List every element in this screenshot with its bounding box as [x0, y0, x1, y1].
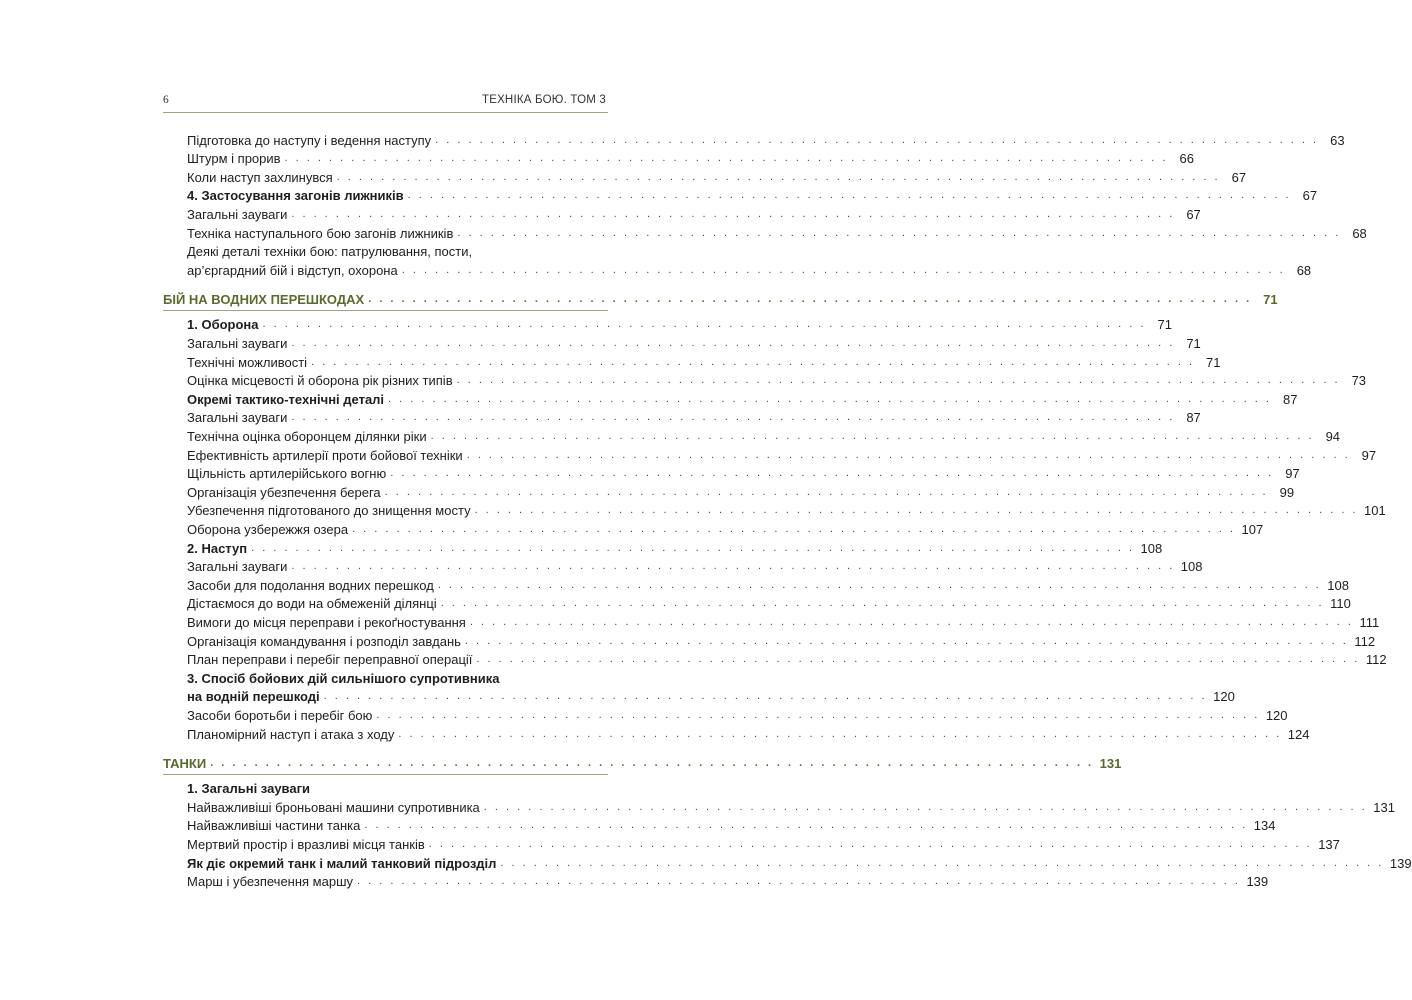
toc-entry-title: План переправи і перебіг переправної операції — [187, 652, 473, 668]
toc-page-number: 124 — [1287, 726, 1310, 742]
toc-entry-title: Ефективність артилерії проти бойової техніки — [187, 447, 463, 463]
table-of-contents — [163, 130, 1412, 890]
dot-leader: . . . . . . . . . . . . . . . . . . . . . . . . . . . . . . . . . . . . . . . . . . . . . . . . . . . . . . . . . . . . . . . . . . . . . . . . . . . . . . . . — [457, 226, 1341, 239]
toc-entry[interactable] — [163, 260, 1312, 279]
toc-page-number: 87 — [1283, 391, 1298, 407]
dot-leader: . . . . . . . . . . . . . . . . . . . . . . . . . . . . . . . . . . . . . . . . . . . . . . . . . . . . . . . . . . . . . . . . . . . . . . . . . . . . . . . . — [469, 615, 1354, 628]
toc-page-number: 139 — [1246, 874, 1269, 890]
toc-entry-title: Загальні зауваги — [187, 206, 288, 222]
toc-page-number: 112 — [1354, 633, 1376, 649]
toc-entry[interactable] — [163, 724, 1310, 743]
toc-entry[interactable] — [163, 557, 1203, 576]
toc-page-number: 108 — [1327, 577, 1349, 593]
toc-entry-title: Марш і убезпечення маршу — [187, 874, 354, 890]
toc-page-number: 71 — [1263, 291, 1278, 307]
dot-leader: . . . . . . . . . . . . . . . . . . . . . . . . . . . . . . . . . . . . . . . . . . . . . . . . . . . . . . . . . . . . . . . . . . . . . . . . . . . . . . . . — [483, 800, 1368, 813]
toc-entry-title: Засоби для подолання водних перешкод — [187, 577, 434, 593]
running-title: ТЕХНІКА БОЮ. ТОМ 3 — [481, 94, 606, 106]
toc-entry[interactable] — [163, 352, 1221, 371]
toc-page-number: 120 — [1213, 689, 1235, 705]
toc-page-number: 97 — [1361, 447, 1377, 463]
dot-leader: . . . . . . . . . . . . . . . . . . . . . . . . . . . . . . . . . . . . . . . . . . . . . . . . . . . . . . . . . . . . . . . . . . . . . . . . . . . . . . . . — [500, 856, 1384, 869]
toc-entry[interactable] — [163, 371, 1367, 390]
dot-leader: . . . . . . . . . . . . . . . . . . . . . . . . . . . . . . . . . . . . . . . . . . . . . . . . . . . . . . . . . . . . . . . . . . . . . . . . . . . . . . . . — [474, 504, 1358, 517]
toc-entry[interactable] — [163, 612, 1380, 631]
toc-entry-title: Засоби боротьби і перебіг бою — [187, 707, 373, 723]
section-rule — [163, 774, 608, 775]
toc-entry-title: Як діє окремий танк і малий танковий підрозділ — [187, 855, 497, 871]
toc-page-number: 63 — [1330, 132, 1345, 148]
dot-leader: . . . . . . . . . . . . . . . . . . . . . . . . . . . . . . . . . . . . . . . . . . . . . . . . . . . . . . . . . . . . . . . . . . . . . . . . . . . . . . . . — [291, 411, 1175, 424]
toc-page-number: 137 — [1318, 836, 1340, 852]
toc-page-number: 66 — [1179, 151, 1194, 167]
toc-entry-title: Техніка наступального бою загонів лижників — [187, 225, 454, 241]
toc-entry-title: Окремі тактико-технічні деталі — [187, 391, 385, 407]
dot-leader: . . . . . . . . . . . . . . . . . . . . . . . . . . . . . . . . . . . . . . . . . . . . . . . . . . . . . . . . . . . . . . . . . . . . . . . . . . . . . . . . — [390, 467, 1274, 480]
toc-entry-title: Планомірний наступ і атака з ходу — [187, 726, 395, 742]
dot-leader: . . . . . . . . . . . . . . . . . . . . . . . . . . . . . . . . . . . . . . . . . . . . . . . . . . . . . . . . . . . . . . . . . . . . . . . . . . . . . . . . — [430, 430, 1315, 442]
toc-entry-title: 2. Наступ — [187, 540, 248, 556]
dot-leader: . . . . . . . . . . . . . . . . . . . . . . . . . . . . . . . . . . . . . . . . . . . . . . . . . . . . . . . . . . . . . . . . . . . . . . . . . . . . . . . . — [407, 189, 1292, 202]
toc-page-number: 68 — [1352, 225, 1367, 241]
toc-page-number: 108 — [1140, 540, 1163, 556]
page-header — [163, 92, 608, 113]
dot-leader: . . . . . . . . . . . . . . . . . . . . . . . . . . . . . . . . . . . . . . . . . . . . . . . . . . . . . . . . . . . . . . . . . . . . . . . . . . . . . . . . — [368, 292, 1252, 305]
dot-leader: . . . . . . . . . . . . . . . . . . . . . . . . . . . . . . . . . . . . . . . . . . . . . . . . . . . . . . . . . . . . . . . . . . . . . . . . . . . . . . . . — [291, 337, 1175, 350]
toc-entry-title: Організація убезпечення берега — [187, 484, 381, 500]
toc-entry[interactable] — [163, 389, 1298, 408]
toc-entry-title: Організація командування і розподіл завдань — [187, 633, 461, 649]
toc-entry-title: на водній перешкоді — [187, 689, 320, 705]
toc-entry-title: Мертвий простір і вразливі місця танків — [187, 836, 425, 852]
toc-page-number: 112 — [1365, 652, 1387, 668]
toc-entry[interactable] — [163, 426, 1341, 445]
toc-entry[interactable] — [163, 130, 1345, 149]
toc-entry[interactable] — [163, 482, 1295, 501]
toc-entry-title: Загальні зауваги — [187, 336, 288, 352]
toc-entry[interactable] — [163, 834, 1340, 853]
toc-entry-title: Штурм і прорив — [187, 151, 281, 167]
toc-entry[interactable] — [163, 687, 1235, 706]
toc-page-number: 94 — [1325, 429, 1341, 444]
toc-entry-title: 3. Спосіб бойових дій сильнішого супротивника — [187, 670, 500, 686]
toc-entry-title: Убезпечення підготованого до знищення мосту — [187, 503, 471, 519]
toc-page-number: 87 — [1186, 410, 1201, 426]
toc-page-number: 68 — [1296, 262, 1312, 278]
toc-page-number: 97 — [1285, 466, 1300, 482]
dot-leader: . . . . . . . . . . . . . . . . . . . . . . . . . . . . . . . . . . . . . . . . . . . . . . . . . . . . . . . . . . . . . . . . . . . . . . . . . . . . . . . . — [262, 318, 1146, 331]
toc-entry-title: Вимоги до місця переправи і рекоґностування — [187, 614, 466, 630]
toc-entry-title: Загальні зауваги — [187, 410, 288, 426]
dot-leader: . . . . . . . . . . . . . . . . . . . . . . . . . . . . . . . . . . . . . . . . . . . . . . . . . . . . . . . . . . . . . . . . . . . . . . . . . . . . . . . . — [388, 392, 1272, 405]
section-rule — [163, 310, 608, 311]
toc-entry[interactable] — [163, 167, 1247, 186]
dot-leader: . . . . . . . . . . . . . . . . . . . . . . . . . . . . . . . . . . . . . . . . . . . . . . . . . . . . . . . . . . . . . . . . . . . . . . . . . . . . . . . . — [428, 837, 1313, 850]
dot-leader: . . . . . . . . . . . . . . . . . . . . . . . . . . . . . . . . . . . . . . . . . . . . . . . . . . . . . . . . . . . . . . . . . . . . . . . . . . . . . . . . — [357, 875, 1241, 888]
dot-leader: . . . . . . . . . . . . . . . . . . . . . . . . . . . . . . . . . . . . . . . . . . . . . . . . . . . . . . . . . . . . . . . . . . . . . . . . . . . . . . . . — [291, 560, 1175, 573]
toc-page-number: 108 — [1180, 559, 1203, 575]
toc-entry[interactable] — [163, 797, 1395, 816]
toc-page-number: 67 — [1231, 169, 1247, 185]
toc-entry-title: ТАНКИ — [163, 755, 207, 771]
toc-entry[interactable] — [163, 872, 1269, 891]
toc-page-number: 71 — [1206, 354, 1221, 370]
toc-page-number: 107 — [1241, 521, 1264, 537]
toc-page-number: 71 — [1186, 336, 1201, 352]
dot-leader: . . . . . . . . . . . . . . . . . . . . . . . . . . . . . . . . . . . . . . . . . . . . . . . . . . . . . . . . . . . . . . . . . . . . . . . . . . . . . . . . — [284, 152, 1168, 165]
toc-entry[interactable] — [163, 650, 1387, 669]
toc-page-number: 131 — [1099, 755, 1122, 771]
toc-entry[interactable] — [163, 333, 1201, 352]
toc-entry-title: Підготовка до наступу і ведення наступу — [187, 132, 432, 148]
dot-leader: . . . . . . . . . . . . . . . . . . . . . . . . . . . . . . . . . . . . . . . . . . . . . . . . . . . . . . . . . . . . . . . . . . . . . . . . . . . . . . . . — [401, 263, 1286, 276]
toc-entry[interactable] — [163, 538, 1163, 557]
toc-section-entry[interactable] — [163, 289, 1278, 308]
toc-page-number: 99 — [1279, 484, 1295, 500]
toc-entry[interactable] — [163, 315, 1172, 334]
toc-page-number: 111 — [1359, 614, 1380, 630]
toc-entry[interactable] — [163, 242, 608, 261]
dot-leader: . . . . . . . . . . . . . . . . . . . . . . . . . . . . . . . . . . . . . . . . . . . . . . . . . . . . . . . . . . . . . . . . . . . . . . . . . . . . . . . . — [384, 485, 1269, 498]
dot-leader: . . . . . . . . . . . . . . . . . . . . . . . . . . . . . . . . . . . . . . . . . . . . . . . . . . . . . . . . . . . . . . . . . . . . . . . . . . . . . . . . — [476, 653, 1360, 666]
dot-leader: . . . . . . . . . . . . . . . . . . . . . . . . . . . . . . . . . . . . . . . . . . . . . . . . . . . . . . . . . . . . . . . . . . . . . . . . . . . . . . . . — [440, 597, 1325, 610]
toc-entry-title: 4. Застосування загонів лижників — [187, 188, 404, 204]
toc-entry[interactable] — [163, 575, 1349, 594]
toc-page-number: 134 — [1253, 818, 1276, 834]
dot-leader: . . . . . . . . . . . . . . . . . . . . . . . . . . . . . . . . . . . . . . . . . . . . . . . . . . . . . . . . . . . . . . . . . . . . . . . . . . . . . . . . — [364, 819, 1248, 832]
dot-leader: . . . . . . . . . . . . . . . . . . . . . . . . . . . . . . . . . . . . . . . . . . . . . . . . . . . . . . . . . . . . . . . . . . . . . . . . . . . . . . . . — [376, 708, 1260, 721]
section-gap — [163, 279, 608, 290]
toc-entry[interactable] — [163, 149, 1194, 168]
dot-leader: . . . . . . . . . . . . . . . . . . . . . . . . . . . . . . . . . . . . . . . . . . . . . . . . . . . . . . . . . . . . . . . . . . . . . . . . . . . . . . . . — [352, 522, 1236, 535]
toc-page-number: 71 — [1157, 317, 1172, 333]
toc-entry-title: ар’єргардний бій і відступ, охорона — [187, 262, 398, 278]
toc-entry[interactable] — [163, 186, 1318, 205]
dot-leader: . . . . . . . . . . . . . . . . . . . . . . . . . . . . . . . . . . . . . . . . . . . . . . . . . . . . . . . . . . . . . . . . . . . . . . . . . . . . . . . . — [311, 355, 1195, 368]
toc-entry-title: БІЙ НА ВОДНИХ ПЕРЕШКОДАХ — [163, 291, 365, 307]
dot-leader: . . . . . . . . . . . . . . . . . . . . . . . . . . . . . . . . . . . . . . . . . . . . . . . . . . . . . . . . . . . . . . . . . . . . . . . . . . . . . . . . — [336, 170, 1221, 183]
dot-leader: . . . . . . . . . . . . . . . . . . . . . . . . . . . . . . . . . . . . . . . . . . . . . . . . . . . . . . . . . . . . . . . . . . . . . . . . . . . . . . . . — [323, 690, 1208, 703]
toc-entry[interactable] — [163, 519, 1264, 538]
dot-leader: . . . . . . . . . . . . . . . . . . . . . . . . . . . . . . . . . . . . . . . . . . . . . . . . . . . . . . . . . . . . . . . . . . . . . . . . . . . . . . . . — [251, 541, 1135, 554]
toc-entry-title: Коли наступ захлинувся — [187, 169, 333, 185]
toc-page-number: 73 — [1351, 373, 1367, 389]
toc-entry-title: Оборона узбережжя озера — [187, 521, 349, 537]
dot-leader: . . . . . . . . . . . . . . . . . . . . . . . . . . . . . . . . . . . . . . . . . . . . . . . . . . . . . . . . . . . . . . . . . . . . . . . . . . . . . . . . — [291, 207, 1175, 220]
toc-entry[interactable] — [163, 853, 1412, 872]
toc-page-number: 139 — [1389, 855, 1412, 871]
toc-entry[interactable] — [163, 501, 1386, 520]
toc-page-number: 110 — [1330, 596, 1351, 612]
dot-leader: . . . . . . . . . . . . . . . . . . . . . . . . . . . . . . . . . . . . . . . . . . . . . . . . . . . . . . . . . . . . . . . . . . . . . . . . . . . . . . . . — [435, 133, 1319, 146]
toc-entry-title: Технічна оцінка оборонцем ділянки ріки — [187, 429, 427, 444]
section-gap — [163, 743, 608, 754]
toc-entry[interactable] — [163, 631, 1376, 650]
toc-entry[interactable] — [163, 408, 1201, 427]
toc-page-number: 67 — [1302, 188, 1318, 204]
toc-section-entry[interactable] — [163, 753, 1122, 772]
toc-entry-title: Технічні можливості — [187, 354, 308, 370]
toc-entry[interactable] — [163, 464, 1300, 483]
toc-entry[interactable] — [163, 445, 1377, 464]
toc-page-number: 131 — [1373, 799, 1395, 815]
toc-entry[interactable] — [163, 816, 1276, 835]
toc-entry[interactable] — [163, 223, 1367, 242]
toc-page-number: 67 — [1186, 206, 1201, 222]
dot-leader: . . . . . . . . . . . . . . . . . . . . . . . . . . . . . . . . . . . . . . . . . . . . . . . . . . . . . . . . . . . . . . . . . . . . . . . . . . . . . . . . — [456, 374, 1341, 387]
toc-entry-title: Найважливіші частини танка — [187, 818, 361, 834]
toc-entry-title: 1. Оборона — [187, 317, 259, 333]
toc-entry-title: Щільність артилерійського вогню — [187, 466, 387, 482]
dot-leader: . . . . . . . . . . . . . . . . . . . . . . . . . . . . . . . . . . . . . . . . . . . . . . . . . . . . . . . . . . . . . . . . . . . . . . . . . . . . . . . . — [464, 634, 1349, 647]
toc-entry-title: Деякі деталі техніки бою: патрулювання, пости, — [187, 244, 473, 260]
toc-entry[interactable] — [163, 204, 1201, 223]
dot-leader: . . . . . . . . . . . . . . . . . . . . . . . . . . . . . . . . . . . . . . . . . . . . . . . . . . . . . . . . . . . . . . . . . . . . . . . . . . . . . . . . — [210, 756, 1094, 769]
dot-leader: . . . . . . . . . . . . . . . . . . . . . . . . . . . . . . . . . . . . . . . . . . . . . . . . . . . . . . . . . . . . . . . . . . . . . . . . . . . . . . . . — [466, 448, 1351, 461]
toc-page-number: 120 — [1265, 707, 1288, 723]
toc-entry-title: Дістаємося до води на обмеженій ділянці — [187, 596, 437, 612]
toc-entry-title: Найважливіші броньовані машини супротивника — [187, 799, 480, 815]
toc-page-number: 101 — [1364, 503, 1386, 519]
dot-leader: . . . . . . . . . . . . . . . . . . . . . . . . . . . . . . . . . . . . . . . . . . . . . . . . . . . . . . . . . . . . . . . . . . . . . . . . . . . . . . . . — [398, 727, 1282, 740]
dot-leader: . . . . . . . . . . . . . . . . . . . . . . . . . . . . . . . . . . . . . . . . . . . . . . . . . . . . . . . . . . . . . . . . . . . . . . . . . . . . . . . . — [437, 578, 1322, 591]
toc-entry-title: Загальні зауваги — [187, 559, 288, 575]
toc-entry-title: 1. Загальні зауваги — [187, 781, 311, 797]
toc-entry[interactable] — [163, 668, 608, 687]
toc-entry-title: Оцінка місцевості й оборона рік різних типів — [187, 373, 453, 389]
toc-entry[interactable] — [163, 705, 1288, 724]
toc-entry[interactable] — [163, 594, 1351, 613]
page-number: 6 — [163, 94, 169, 106]
toc-entry[interactable] — [163, 779, 608, 798]
